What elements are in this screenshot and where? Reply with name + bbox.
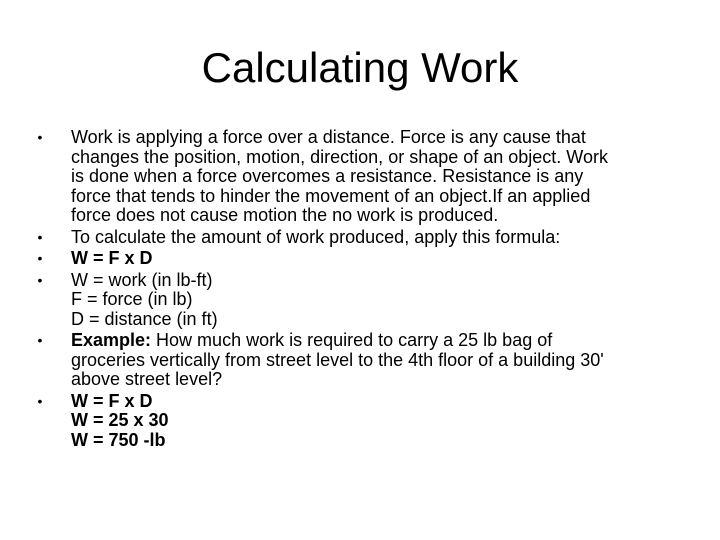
definition-line-1: Work is applying a force over a distance. Force is any cause that	[71, 127, 586, 147]
formula-intro-line: To calculate the amount of work produced, apply this formula:	[71, 226, 561, 247]
bullet-marker: •	[37, 332, 43, 348]
solution-line-2: W = 25 x 30	[71, 410, 169, 430]
example-text-1: How much work is required to carry a 25 lb bag of	[151, 330, 553, 350]
bullet-item-variables	[30, 271, 690, 330]
formula-line: W = F x D	[71, 248, 153, 268]
definition-line-2: changes the position, motion, direction, or shape of an object. Work	[71, 146, 608, 167]
definition-line-4: force that tends to hinder the movement of an object.If an applied	[71, 185, 591, 206]
variable-force-line: F = force (in lb)	[71, 289, 193, 309]
solution-line-3: W = 750 -lb	[71, 429, 166, 450]
bullet-marker: •	[37, 129, 43, 145]
bullet-marker: •	[37, 392, 43, 409]
slide-title: Calculating Work	[201, 44, 519, 91]
example-label: Example:	[71, 330, 152, 350]
solution-line-1: W = F x D	[71, 390, 153, 411]
bullet-item-definition	[30, 128, 690, 226]
bullet-item-example	[30, 331, 690, 390]
example-line-3: above street level?	[71, 369, 223, 389]
bullet-marker: •	[37, 271, 43, 288]
example-line-1	[71, 331, 690, 351]
example-line-2: groceries vertically from street level to the 4th floor of a building 30'	[71, 349, 604, 370]
definition-line-5: force does not cause motion the no work is produced.	[71, 205, 499, 225]
bullet-item-formula	[30, 249, 690, 269]
definition-line-3: is done when a force overcomes a resistance. Resistance is any	[71, 166, 584, 186]
variable-distance-line: D = distance (in ft)	[71, 308, 218, 329]
bullet-marker: •	[37, 250, 43, 266]
variable-work-line: W = work (in lb-ft)	[71, 269, 213, 290]
bullet-item-formula-intro	[30, 228, 690, 248]
bullet-item-solution	[30, 392, 690, 451]
bullet-marker: •	[37, 228, 43, 245]
bullet-list	[30, 128, 690, 452]
